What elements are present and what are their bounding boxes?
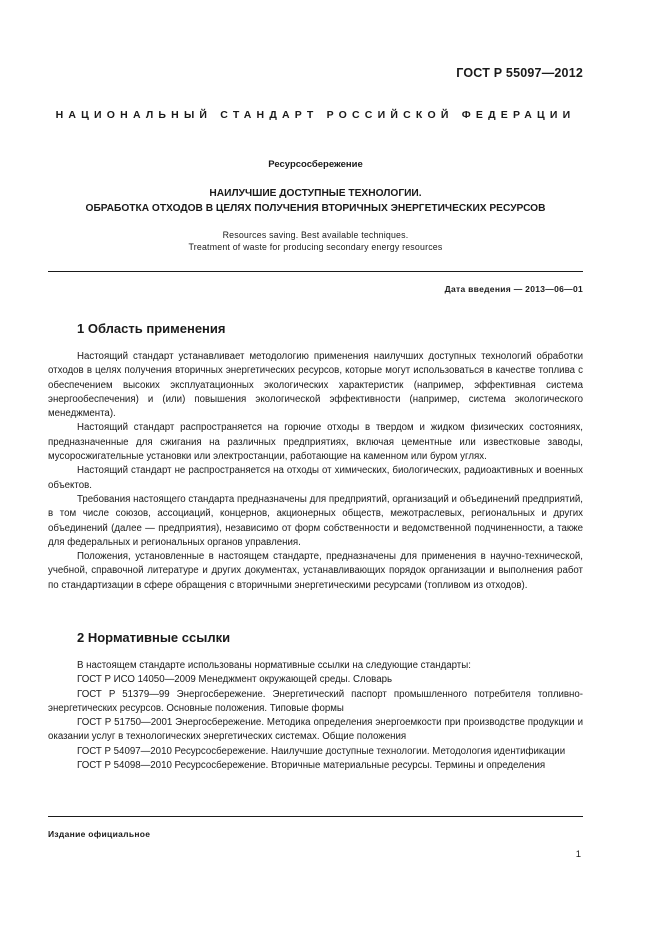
reference-item: ГОСТ Р 54098—2010 Ресурсосбережение. Вторичные материальные ресурсы. Термины и определения [77,760,546,772]
paragraph: В настоящем стандарте использованы нормативные ссылки на следующие стандарты: [77,660,471,671]
category-title: Ресурсосбережение [268,159,363,170]
paragraph: Положения, установленные в настоящем стандарте, предназначены для применения в научно-технической, учебной, справочной литературе и других документах, устанавливающих порядок организации и выполнения работ по стандартизации в сфере обращения с вторичными энергетическими ресурсами (топливом из отходов). [48,551,583,591]
main-title-line-2: ОБРАБОТКА ОТХОДОВ В ЦЕЛЯХ ПОЛУЧЕНИЯ ВТОРИЧНЫХ ЭНЕРГЕТИЧЕСКИХ РЕСУРСОВ [85,203,546,214]
english-title-line-1: Resources saving. Best available techniques. [222,230,409,240]
introduction-date: Дата введения — 2013—06—01 [444,284,583,294]
section-1-body [48,350,583,593]
reference-item: ГОСТ Р 51750—2001 Энергосбережение. Методика определения энергоемкости при производстве продукции и оказании услуг в технологических энергетических системах. Общие положения [48,717,583,743]
section-2-heading: 2 Нормативные ссылки [77,630,231,645]
main-title-line-1: НАИЛУЧШИЕ ДОСТУПНЫЕ ТЕХНОЛОГИИ. [209,188,422,199]
paragraph: Настоящий стандарт распространяется на горючие отходы в твердом и жидком физических состояниях, предназначенные для сжигания на различных предприятиях, включая цементные или известковые заводы, мусоросжигательные установки или электростанции, работающие на каменном или буром углях. [48,422,583,463]
document-number: ГОСТ Р 55097—2012 [456,66,583,80]
reference-item: ГОСТ Р ИСО 14050—2009 Менеджмент окружающей среды. Словарь [77,674,393,686]
footer-divider [48,816,583,817]
english-title-line-2: Treatment of waste for producing secondary energy resources [188,242,443,252]
section-1-heading: 1 Область применения [77,321,226,336]
official-edition-label: Издание официальное [48,829,151,839]
paragraph: Требования настоящего стандарта предназначены для предприятий, организаций и объединений предприятий, в том числе союзов, ассоциаций, концернов, акционерных обществ, межотраслевых, региональных и других объединений (далее — предприятия), независимо от форм собственности и ведомственной подчиненности, а также для федеральных и региональных органов управления. [48,493,583,548]
paragraph: Настоящий стандарт не распространяется на отходы от химических, биологических, радиоактивных и военных объектов. [48,465,583,491]
reference-item: ГОСТ Р 51379—99 Энергосбережение. Энергетический паспорт промышленного потребителя топливно-энергетических ресурсов. Основные положения. Типовые формы [48,688,583,714]
page-number: 1 [575,849,581,860]
paragraph: Настоящий стандарт устанавливает методологию применения наилучших доступных технологий обработки отходов в целях получения вторичных энергетических ресурсов, которые могут использоваться в качестве топлива с обеспечением высоких эксплуатационных экологических характеристик (например, эффективная система энергообеспечения) и (или) повышения экологической эффективности (например, система экологического менеджмента). [48,351,583,420]
reference-item: ГОСТ Р 54097—2010 Ресурсосбережение. Наилучшие доступные технологии. Методология идентификации [77,745,566,757]
title-divider [48,271,583,272]
section-2-body [48,659,583,773]
national-standard-banner: НАЦИОНАЛЬНЫЙ СТАНДАРТ РОССИЙСКОЙ ФЕДЕРАЦИИ [55,109,576,121]
